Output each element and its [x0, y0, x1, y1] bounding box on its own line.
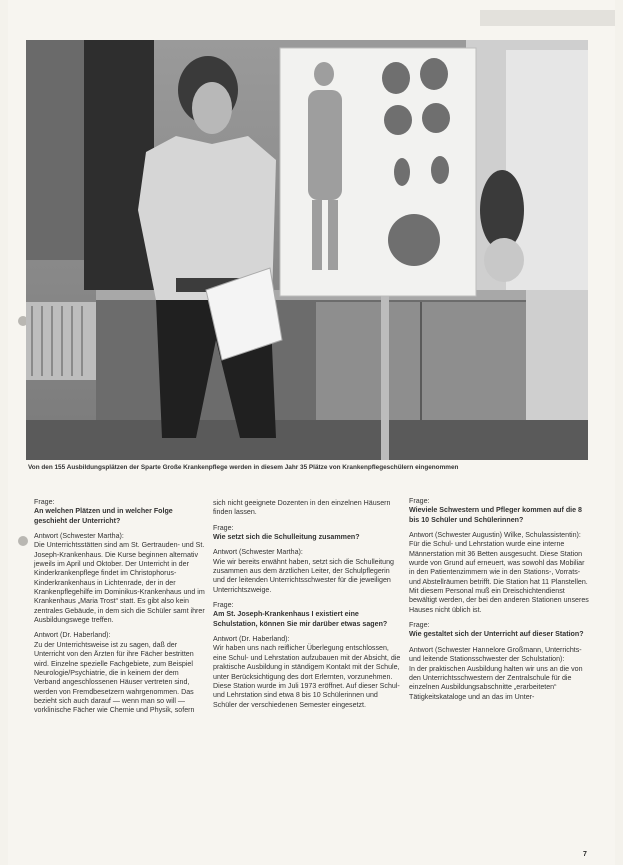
answer-text: In der praktischen Ausbildung halten wir uns an die von den Unterrichtsschwestern der Zentralschule für die einzelnen Ausbildungsabschnitte „erarbeiteten“ Tätigkeitskataloge und an das im Unter-: [409, 664, 583, 701]
answer-text: Zu der Unterrichtsweise ist zu sagen, daß der Unterricht von den Ärzten für ihre Fächer bestritten wird. Einzelne spezielle Fachgebiete, zum Beispiel Neurologie/Psychiatrie, die in keinem der dem Verband angeschlossenen Häuser vertreten sind, werden von Fremdbesetzern wahrgenommen. Das bezieht sich auch darauf — wenn man so will — vorklinische Fächer wie Chemie und Physik, sofern: [34, 640, 195, 715]
question-label: Frage:: [409, 621, 430, 630]
answer-speaker: Antwort (Schwester Augustin) Wilke, Schulassistentin):: [409, 531, 581, 540]
question-text: An welchen Plätzen und in welcher Folge geschieht der Unterricht?: [34, 507, 173, 525]
question-block: [213, 524, 403, 543]
page-number: 7: [583, 851, 587, 858]
question-label: Frage:: [409, 497, 430, 505]
answer-speaker: Antwort (Schwester Hannelore Großmann, Unterrichts- und leitende Stationsschwester der Schulstation):: [409, 645, 582, 664]
page-header-stripe: [480, 10, 615, 26]
answer-text: Wir haben uns nach reiflicher Überlegung entschlossen, eine Schul- und Lehrstation aufzubauen mit der Absicht, die praktische Ausbildung in ständigem Kontakt mit der Schule, unter Berücksichtigung des dort Erlernten, vorzunehmen. Diese Station wurde im Juli 1973 eröffnet. Auf dieser Schul- und Lehrstation sind etwa 8 bis 10 Schülerinnen und Schüler der verschiedenen Semester eingesetzt.: [213, 644, 401, 709]
question-text: Wieviele Schwestern und Pfleger kommen auf die 8 bis 10 Schüler und Schülerinnen?: [409, 506, 582, 524]
answer-speaker: Antwort (Schwester Martha):: [34, 532, 124, 541]
binder-hole: [18, 536, 28, 546]
answer-text: Wie wir bereits erwähnt haben, setzt sich die Schulleitung zusammen aus dem ärztlichen Leiter, der Schulpflegerin und der leitenden Unterrichtsschwester für die jeweiligen Unterrichtszweige.: [213, 557, 394, 594]
question-text: Wie setzt sich die Schulleitung zusammen?: [213, 533, 360, 542]
photo-caption: Von den 155 Ausbildungsplätzen der Sparte Große Krankenpflege werden in diesem Jahr 35 Plätze von Krankenpflegeschülern eingenommen: [28, 464, 459, 471]
classroom-photo: [26, 40, 588, 460]
answer-speaker: Antwort (Schwester Martha):: [213, 548, 303, 557]
question-block: [409, 621, 591, 640]
classroom-photo-drawing: [26, 40, 588, 460]
answer-text: Für die Schul- und Lehrstation wurde eine interne Männerstation mit 36 Betten ausgesucht. Diese Station wurde von Grund auf erneuert, was sowohl das Mobiliar in den Patientenzimmern wie in den Stations-, Vorrats- und Abstellräumen betrifft. Die Station hat 11 Planstellen. Mit diesem Personal muß ein Dreischichtendienst bewältigt werden, der bei den anderen Stationen unseres Hauses nicht üblich ist.: [409, 540, 589, 614]
answer-block: [34, 631, 206, 715]
answer-speaker: Antwort (Dr. Haberland):: [34, 631, 111, 640]
answer-continuation: [213, 499, 403, 518]
answer-block: [213, 635, 403, 710]
text-column-1: [34, 498, 206, 722]
text-column-3: [409, 497, 591, 708]
text-column-2: [213, 499, 403, 716]
question-text: Wie gestaltet sich der Unterricht auf dieser Station?: [409, 630, 584, 639]
question-label: Frage:: [34, 498, 55, 506]
answer-text: sich nicht geeignete Dozenten in den einzelnen Häusern finden lassen.: [213, 499, 391, 517]
answer-block: [409, 531, 591, 615]
question-block: [34, 498, 206, 526]
answer-block: [213, 548, 403, 595]
question-label: Frage:: [213, 601, 234, 610]
question-label: Frage:: [213, 523, 234, 532]
question-text: Am St. Joseph-Krankenhaus I existiert eine Schulstation, können Sie mir darüber etwas sagen?: [213, 610, 388, 628]
answer-speaker: Antwort (Dr. Haberland):: [213, 635, 290, 644]
question-block: [213, 601, 403, 629]
question-block: [409, 497, 591, 525]
answer-text: Die Unterrichtsstätten sind am St. Gertrauden- und St. Joseph-Krankenhaus. Die Kurse beginnen alternativ jeweils im April und Oktober. Der Unterricht in der Kinderkrankenpflege findet im Christophorus-Kinderkrankenhaus in Lichtenrade, der in der Krankenpflegehilfe im Dominikus-Krankenhaus und im Krankenhaus „Maria Trost“ statt. Es gibt also kein zentrales Gebäude, in dem sich die Schüler samt ihrer Ausbildungswege treffen.: [34, 541, 205, 625]
answer-block: [409, 646, 591, 702]
answer-block: [34, 532, 206, 625]
